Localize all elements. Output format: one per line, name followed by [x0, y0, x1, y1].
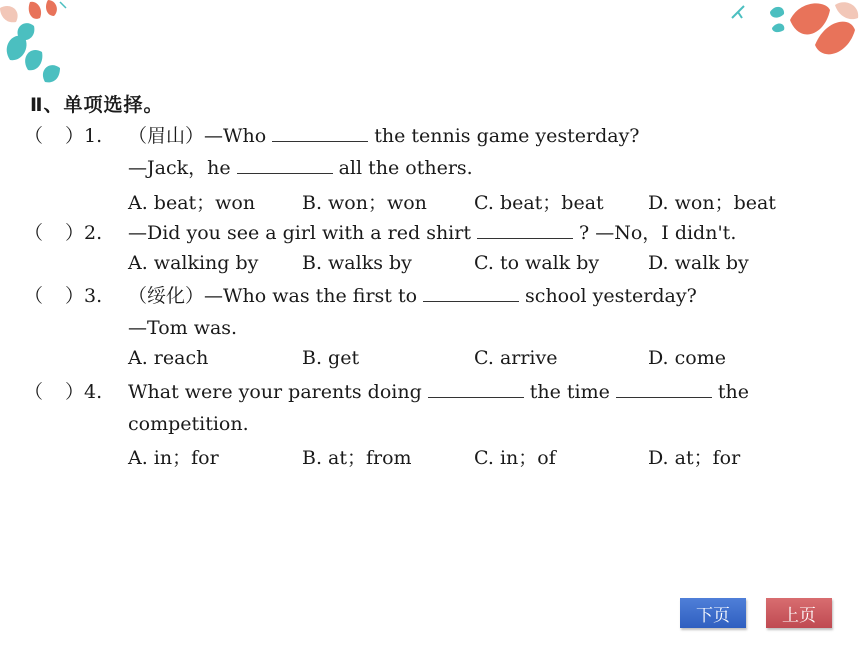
option-b[interactable]: B. at；from — [302, 447, 412, 469]
previous-page-button[interactable]: 上页 — [766, 598, 832, 628]
answer-blank[interactable] — [477, 220, 573, 239]
option-c[interactable]: C. in；of — [474, 447, 556, 469]
question-text: competition. — [128, 413, 249, 435]
answer-blank[interactable] — [272, 123, 368, 142]
option-b[interactable]: B. won；won — [302, 192, 427, 214]
leaf-decoration-left — [0, 0, 90, 95]
option-b[interactable]: B. walks by — [302, 252, 412, 274]
answer-blank[interactable] — [428, 379, 524, 398]
answer-paren[interactable]: （ ）1. — [24, 125, 103, 147]
next-page-button[interactable]: 下页 — [680, 598, 746, 628]
option-d[interactable]: D. walk by — [648, 252, 749, 274]
answer-blank[interactable] — [616, 379, 712, 398]
option-d[interactable]: D. won；beat — [648, 192, 776, 214]
answer-paren[interactable]: （ ）3. — [24, 285, 103, 307]
option-c[interactable]: C. to walk by — [474, 252, 600, 274]
option-d[interactable]: D. at；for — [648, 447, 741, 469]
option-a[interactable]: A. beat；won — [128, 192, 256, 214]
option-a[interactable]: A. walking by — [128, 252, 259, 274]
answer-blank[interactable] — [423, 283, 519, 302]
section-title: Ⅱ、单项选择。 — [30, 94, 164, 116]
option-c[interactable]: C. arrive — [474, 347, 558, 369]
option-b[interactable]: B. get — [302, 347, 360, 369]
option-d[interactable]: D. come — [648, 347, 726, 369]
answer-blank[interactable] — [237, 155, 333, 174]
leaf-decoration-right — [730, 0, 860, 70]
question-text: What were your parents doing the time the — [128, 381, 749, 403]
question-text: —Tom was. — [128, 317, 238, 339]
question-text: —Did you see a girl with a red shirt ? —No，I didn't. — [128, 222, 737, 244]
question-text: （绥化）—Who was the first to school yesterday? — [128, 285, 697, 307]
question-text: （眉山）—Who the tennis game yesterday? — [128, 125, 640, 147]
option-c[interactable]: C. beat；beat — [474, 192, 604, 214]
answer-paren[interactable]: （ ）2. — [24, 222, 103, 244]
question-text: —Jack，he all the others. — [128, 157, 473, 179]
answer-paren[interactable]: （ ）4. — [24, 381, 103, 403]
option-a[interactable]: A. in；for — [128, 447, 219, 469]
option-a[interactable]: A. reach — [128, 347, 209, 369]
